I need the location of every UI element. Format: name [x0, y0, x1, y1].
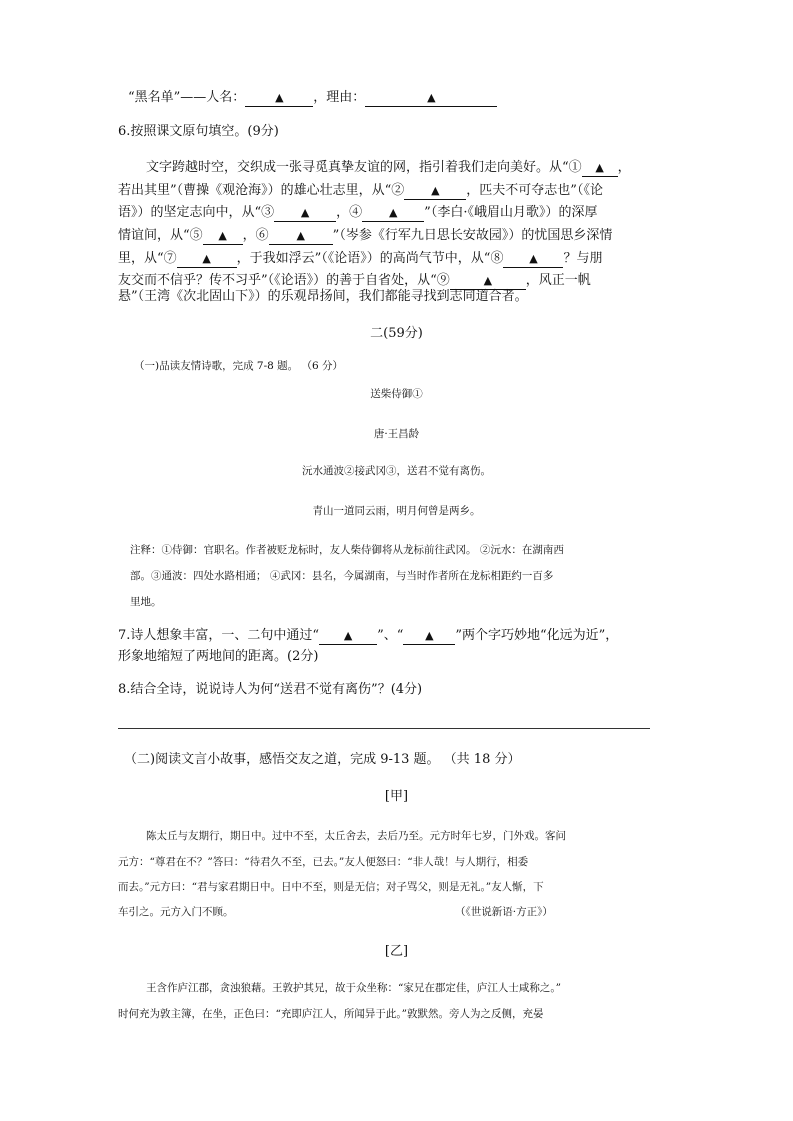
poem-line-1: 沅水通波②接武冈③，送君不觉有离伤。 [302, 465, 491, 477]
blank-q7-1[interactable]: ▲ [319, 628, 377, 645]
q6-heading: 6.按照课文原句填空。(9分) [118, 124, 279, 139]
text-jia-label: [甲] [384, 789, 409, 804]
text-yi-label: [乙] [384, 944, 409, 959]
q8-answer-line[interactable] [118, 728, 650, 729]
q6-line-1: 文字跨越时空，交织成一张寻觅真挚友谊的网，指引着我们走向美好。从“① ▲ ， [146, 160, 631, 175]
poem-author: 唐·王昌龄 [373, 428, 420, 440]
part2-intro: （二)阅读文言小故事，感悟交友之道，完成 9-13 题。 （共 18 分） [124, 752, 521, 767]
blank-8[interactable]: ▲ [503, 251, 563, 268]
blank-2[interactable]: ▲ [404, 183, 466, 200]
jia-source: （《世说新语·方正》） [455, 906, 553, 918]
jia-line-1: 陈太丘与友期行，期日中。过中不至，太丘舍去，去后乃至。元方时年七岁，门外戏。客问 [146, 830, 566, 842]
q6-line-5: 里，从“⑦ ▲ ，于我如浮云”（《论语》）的高尚气节中，从“⑧ ▲ ？与朋 [118, 251, 603, 266]
poem-intro: （一)品读友情诗歌，完成 7-8 题。 （6 分） [134, 360, 344, 372]
q6-line-6: 友交而不信乎？传不习乎”（《论语》）的善于自省处，从“⑨ ▲ ，风正一帆 [118, 273, 591, 288]
blank-3[interactable]: ▲ [274, 205, 336, 222]
blank-9[interactable]: ▲ [450, 273, 526, 290]
q8-question: 8.结合全诗，说说诗人为何“送君不觉有离伤”？(4分) [118, 682, 423, 697]
blank-1[interactable]: ▲ [582, 160, 618, 177]
poem-note-2: 部。③通波：四处水路相通； ④武冈：县名，今属湖南，与当时作者所在龙标相距约一百多 [130, 570, 554, 582]
jia-line-2: 元方：“尊君在不？”答曰：“待君久不至，已去。”友人便怒曰：“非人哉！与人期行，相委 [118, 856, 529, 868]
q6-line-4: 情谊间，从“⑤ ▲ ，⑥ ▲ ”（岑参《行军九日思长安故园》）的忧国思乡深情 [118, 228, 613, 243]
poem-line-2: 青山一道同云雨，明月何曾是两乡。 [312, 505, 481, 517]
jia-line-3: 而去。”元方曰：“君与家君期日中。日中不至，则是无信；对子骂父，则是无礼。”友人惭，下 [118, 881, 544, 893]
jia-line-4: 车引之。元方入门不顾。 [118, 906, 234, 918]
poem-title: 送柴侍御① [370, 388, 423, 400]
q6-line-2: 若出其里”（曹操《观沧海》）的雄心壮志里，从“② ▲ ，匹夫不可夺志也”（《论 [118, 183, 603, 198]
poem-note-3: 里地。 [130, 596, 162, 608]
blank-reason[interactable]: ▲ [365, 90, 497, 107]
q7-line-1: 7.诗人想象丰富，一、二句中通过“ ▲ ”、“ ▲ ”两个字巧妙地“化远为近”， [118, 628, 619, 643]
q7-line-2: 形象地缩短了两地间的距离。(2分) [118, 649, 319, 664]
yi-line-1: 王含作庐江郡，贪浊狼藉。王敦护其兄，故于众坐称：“家兄在郡定佳，庐江人士咸称之。” [146, 982, 561, 994]
blank-5[interactable]: ▲ [203, 228, 243, 245]
blank-6[interactable]: ▲ [269, 228, 333, 245]
blacklist-line: “黑名单”——人名： ▲ ，理由： ▲ [128, 88, 497, 108]
yi-line-2: 时何充为敦主簿，在坐，正色曰：“充即庐江人，所闻异于此。”敦默然。旁人为之反侧，充晏 [118, 1008, 544, 1020]
blank-q7-2[interactable]: ▲ [403, 628, 455, 645]
poem-note-1: 注释：①侍御：官职名。作者被贬龙标时，友人柴侍御将从龙标前往武冈。 ②沅水：在湖南西 [130, 544, 564, 556]
section-2-heading: 二(59分) [370, 326, 423, 341]
blank-7[interactable]: ▲ [177, 251, 237, 268]
q6-line-7: 悬”（王湾《次北固山下》）的乐观昂扬间，我们都能寻找到志同道合者。 [118, 289, 528, 304]
q6-line-3: 语》）的坚定志向中，从“③ ▲ ，④ ▲ ”（李白·《峨眉山月歌》）的深厚 [118, 205, 598, 220]
blank-4[interactable]: ▲ [362, 205, 424, 222]
blank-name[interactable]: ▲ [245, 90, 313, 107]
